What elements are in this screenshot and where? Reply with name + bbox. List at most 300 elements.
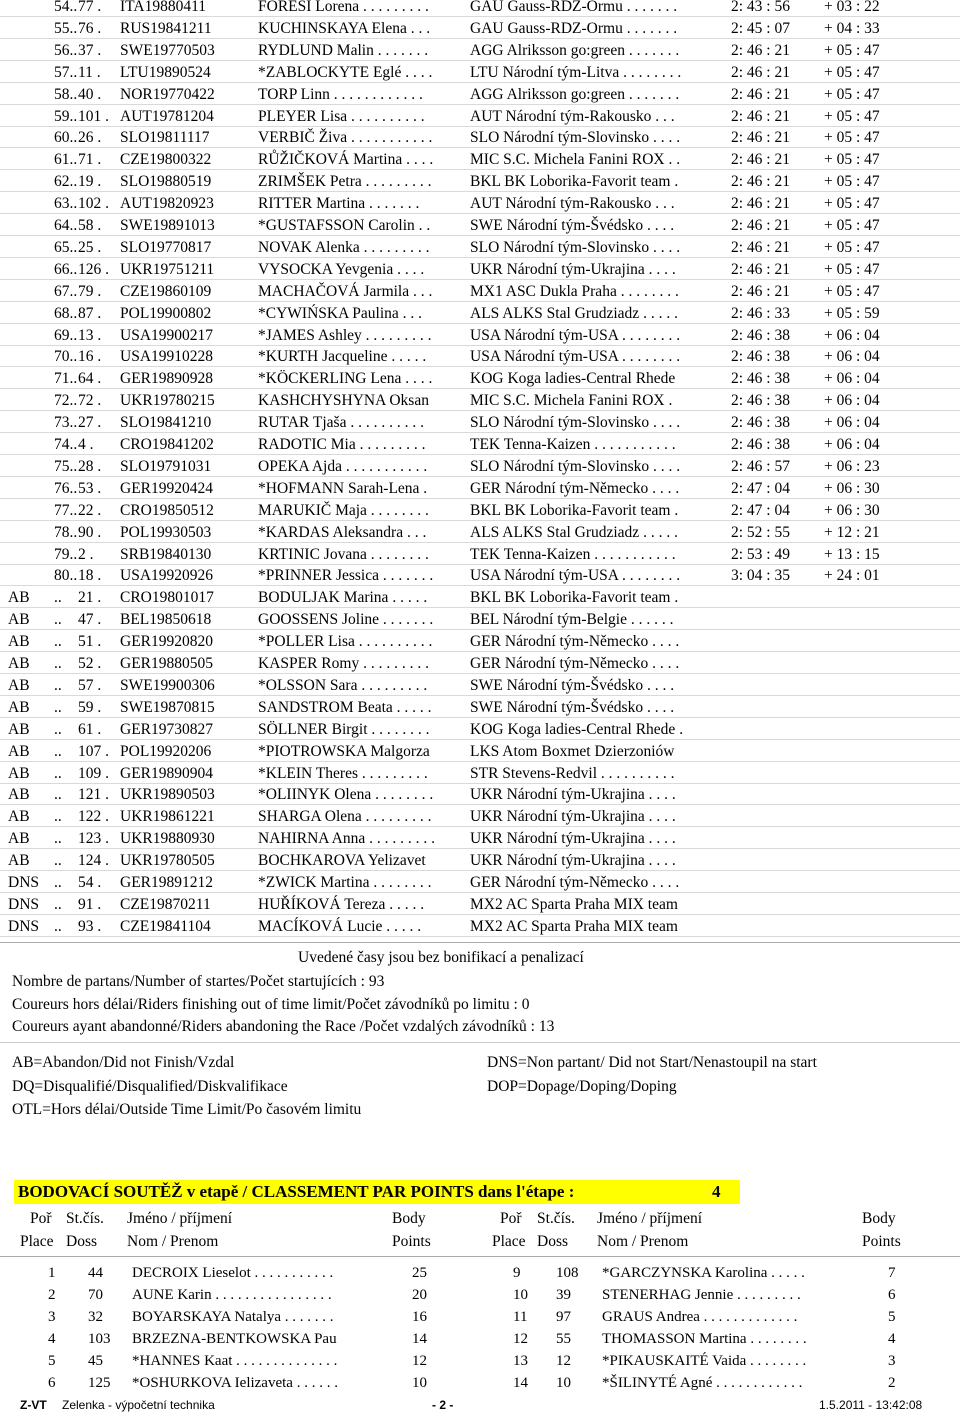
points-name: *PIKAUSKAITÉ Vaida . . . . . . . . [602, 1353, 807, 1369]
result-pos: .. [54, 764, 62, 782]
result-code: GER19730827 [120, 720, 213, 738]
row-separator [0, 147, 960, 148]
result-time: 2: 46 : 38 [731, 370, 790, 388]
result-status: AB [8, 720, 30, 738]
result-num: 126 . [78, 260, 109, 278]
points-name: AUNE Karin . . . . . . . . . . . . . . . . [132, 1287, 332, 1303]
result-time: 2: 46 : 21 [731, 282, 790, 300]
result-code: CZE19800322 [120, 151, 212, 169]
result-team: AGG Alriksson go:green . . . . . . . [470, 41, 680, 59]
result-gap: + 06 : 04 [824, 370, 880, 388]
result-pos: 75.. [54, 457, 78, 475]
result-num: 91 . [78, 895, 102, 913]
result-status: AB [8, 698, 30, 716]
result-pos: 68.. [54, 304, 78, 322]
result-time: 2: 46 : 38 [731, 414, 790, 432]
row-separator [0, 936, 960, 937]
result-row [0, 62, 960, 84]
result-time: 2: 47 : 04 [731, 501, 790, 519]
result-code: ITA19880411 [120, 0, 207, 15]
result-pos: 64.. [54, 217, 78, 234]
result-row [0, 478, 960, 500]
result-team: GER Národní tým-Německo . . . . [470, 633, 680, 651]
result-row [0, 828, 960, 850]
points-doss: 44 [88, 1265, 103, 1281]
result-gap: + 06 : 04 [824, 392, 880, 410]
result-num: 22 . [78, 501, 102, 519]
result-row [0, 587, 960, 609]
row-separator [0, 126, 960, 127]
result-pos: 67.. [54, 282, 78, 300]
result-team: UKR Národní tým-Ukrajina . . . . [470, 260, 676, 278]
points-place: 14 [513, 1375, 528, 1391]
result-team: SWE Národní tým-Švédsko . . . . [470, 217, 675, 234]
result-team: LKS Atom Boxmet Dzierzoniów [470, 742, 675, 760]
result-team: SWE Národní tým-Švédsko . . . . [470, 676, 675, 694]
result-team: LTU Národní tým-Litva . . . . . . . . [470, 63, 682, 81]
result-num: 37 . [78, 41, 102, 59]
header-por: Poř [30, 1210, 52, 1227]
result-row [0, 522, 960, 544]
row-separator [0, 520, 960, 521]
row-separator [0, 388, 960, 389]
result-team: TEK Tenna-Kaizen . . . . . . . . . . . [470, 436, 676, 453]
points-place: 13 [513, 1353, 528, 1369]
result-num: 40 . [78, 85, 102, 103]
points-points: 12 [412, 1353, 427, 1369]
result-status: AB [8, 830, 30, 848]
result-name: *ZABLOCKYTE Eglé . . . . [258, 63, 433, 81]
result-code: USA19920926 [120, 567, 214, 585]
result-num: 47 . [78, 611, 102, 629]
header-place: Place [492, 1233, 526, 1250]
result-name: BODULJAK Marina . . . . . [258, 589, 428, 607]
result-code: AUT19781204 [120, 107, 214, 125]
result-row [0, 653, 960, 675]
result-num: 18 . [78, 567, 102, 585]
out-of-time-count: Coureurs hors délai/Riders finishing out of time limit/Počet závodníků po limitu : 0 [12, 996, 530, 1013]
row-separator [0, 169, 960, 170]
result-row [0, 84, 960, 106]
result-pos: 71.. [54, 370, 78, 388]
result-code: GER19920820 [120, 633, 213, 651]
row-separator [0, 498, 960, 499]
result-team: UKR Národní tým-Ukrajina . . . . [470, 830, 676, 848]
result-code: GER19920424 [120, 479, 213, 497]
result-status: AB [8, 742, 30, 760]
result-gap: + 03 : 22 [824, 0, 880, 15]
result-team: UKR Národní tým-Ukrajina . . . . [470, 786, 676, 804]
result-name: *POLLER Lisa . . . . . . . . . . [258, 633, 433, 651]
result-num: 19 . [78, 173, 102, 191]
result-time: 2: 52 : 55 [731, 523, 790, 541]
result-name: *HOFMANN Sarah-Lena . [258, 479, 428, 497]
result-name: *PRINNER Jessica . . . . . . . [258, 567, 434, 585]
points-points: 4 [888, 1331, 896, 1347]
result-time: 2: 46 : 21 [731, 173, 790, 191]
result-team: AUT Národní tým-Rakousko . . . [470, 195, 675, 213]
result-name: *OLSSON Sara . . . . . . . . . [258, 676, 428, 694]
result-time: 2: 46 : 33 [731, 304, 790, 322]
points-points: 14 [412, 1331, 427, 1347]
legend-ab: AB=Abandon/Did not Finish/Vzdal [12, 1054, 235, 1071]
result-name: *GUSTAFSSON Carolin . . [258, 217, 431, 234]
points-points: 25 [412, 1265, 427, 1281]
result-name: *JAMES Ashley . . . . . . . . . [258, 326, 432, 344]
points-doss: 12 [556, 1353, 571, 1369]
result-time: 2: 47 : 04 [731, 479, 790, 497]
result-gap: + 06 : 30 [824, 501, 880, 519]
row-separator [0, 38, 960, 39]
result-time: 2: 46 : 21 [731, 260, 790, 278]
result-team: GAU Gauss-RDZ-Ormu . . . . . . . [470, 19, 678, 37]
result-gap: + 05 : 47 [824, 260, 880, 278]
row-separator [0, 870, 960, 871]
result-name: RADOTIC Mia . . . . . . . . . [258, 436, 426, 453]
result-pos: .. [54, 808, 62, 826]
points-place: 11 [513, 1309, 528, 1325]
result-num: 102 . [78, 195, 109, 213]
result-team: SLO Národní tým-Slovinsko . . . . [470, 129, 681, 147]
result-team: AGG Alriksson go:green . . . . . . . [470, 85, 680, 103]
header-por: Poř [500, 1210, 522, 1227]
row-separator [0, 695, 960, 696]
result-row [0, 149, 960, 171]
result-time: 2: 46 : 21 [731, 129, 790, 147]
result-row [0, 259, 960, 281]
result-pos: 79.. [54, 545, 78, 563]
result-team: UKR Národní tým-Ukrajina . . . . [470, 852, 676, 870]
result-row [0, 565, 960, 587]
points-name: *HANNES Kaat . . . . . . . . . . . . . . [132, 1353, 338, 1369]
result-pos: 57.. [54, 63, 78, 81]
result-pos: 76.. [54, 479, 78, 497]
result-code: CZE19860109 [120, 282, 212, 300]
result-row [0, 500, 960, 522]
result-status: AB [8, 633, 30, 651]
result-row [0, 763, 960, 785]
points-points: 10 [412, 1375, 427, 1391]
result-code: NOR19770422 [120, 85, 215, 103]
points-points: 6 [888, 1287, 896, 1303]
row-separator [0, 191, 960, 192]
result-pos: 55.. [54, 19, 78, 37]
result-name: SÖLLNER Birgit . . . . . . . . [258, 720, 430, 738]
result-pos: 69.. [54, 326, 78, 344]
result-pos: .. [54, 786, 62, 804]
result-status: AB [8, 676, 30, 694]
result-name: MARUKIČ Maja . . . . . . . . [258, 501, 429, 519]
result-status: AB [8, 611, 30, 629]
points-points: 3 [888, 1353, 896, 1369]
result-time: 2: 46 : 21 [731, 63, 790, 81]
result-pos: .. [54, 830, 62, 848]
result-status: AB [8, 764, 30, 782]
result-time: 2: 46 : 21 [731, 107, 790, 125]
result-code: SLO19791031 [120, 457, 212, 475]
result-name: FORESI Lorena . . . . . . . . . [258, 0, 429, 15]
header-doss: Doss [537, 1233, 569, 1250]
result-num: 25 . [78, 238, 102, 256]
result-num: 122 . [78, 808, 109, 826]
row-separator [0, 213, 960, 214]
result-num: 51 . [78, 633, 102, 651]
row-separator [0, 454, 960, 455]
result-time: 2: 46 : 57 [731, 457, 790, 475]
result-code: SLO19880519 [120, 173, 212, 191]
result-team: BKL BK Loborika-Favorit team . [470, 173, 679, 191]
result-name: *OLIINYK Olena . . . . . . . . [258, 786, 434, 804]
header-body: Body [392, 1210, 426, 1227]
points-points: 5 [888, 1309, 896, 1325]
result-time: 2: 46 : 21 [731, 238, 790, 256]
result-name: VERBIČ Živa . . . . . . . . . . . [258, 129, 433, 147]
row-separator [0, 476, 960, 477]
result-name: SANDSTROM Beata . . . . . [258, 698, 432, 716]
points-name: GRAUS Andrea . . . . . . . . . . . . . [602, 1309, 798, 1325]
result-num: 93 . [78, 917, 102, 935]
result-gap: + 05 : 47 [824, 129, 880, 147]
result-name: SHARGA Olena . . . . . . . . . [258, 808, 432, 826]
row-separator [0, 804, 960, 805]
result-num: 57 . [78, 676, 102, 694]
result-row [0, 127, 960, 149]
result-row [0, 106, 960, 128]
result-time: 3: 04 : 35 [731, 567, 790, 585]
result-row [0, 872, 960, 894]
row-separator [0, 60, 960, 61]
result-team: MIC S.C. Michela Fanini ROX . . [470, 151, 681, 169]
row-separator [0, 892, 960, 893]
result-num: 59 . [78, 698, 102, 716]
result-code: SWE19870815 [120, 698, 215, 716]
result-gap: + 06 : 04 [824, 414, 880, 432]
result-pos: .. [54, 895, 62, 913]
result-name: NAHIRNA Anna . . . . . . . . . [258, 830, 435, 848]
result-code: USA19900217 [120, 326, 214, 344]
result-pos: 62.. [54, 173, 78, 191]
row-separator [0, 585, 960, 586]
row-separator [0, 651, 960, 652]
header-body: Body [862, 1210, 896, 1227]
result-num: 27 . [78, 414, 102, 432]
row-separator [0, 629, 960, 630]
result-pos: 60.. [54, 129, 78, 147]
points-name: BRZEZNA-BENTKOWSKA Pau [132, 1331, 337, 1347]
row-separator [0, 783, 960, 784]
result-team: TEK Tenna-Kaizen . . . . . . . . . . . [470, 545, 676, 563]
result-time: 2: 46 : 21 [731, 217, 790, 234]
points-name: STENERHAG Jennie . . . . . . . . . [602, 1287, 801, 1303]
points-place: 6 [48, 1375, 56, 1391]
points-stage-number: 4 [712, 1182, 721, 1201]
result-code: GER19890904 [120, 764, 213, 782]
result-pos: 73.. [54, 414, 78, 432]
points-banner-title: BODOVACÍ SOUTĚŽ v etapě / CLASSEMENT PAR POINTS dans l'étape : [18, 1182, 575, 1201]
result-pos: 66.. [54, 260, 78, 278]
result-row [0, 237, 960, 259]
result-name: PLEYER Lisa . . . . . . . . . . [258, 107, 425, 125]
result-name: VYSOCKA Yevgenia . . . . [258, 260, 425, 278]
result-pos: .. [54, 742, 62, 760]
legend-dq: DQ=Disqualifié/Disqualified/Diskvalifikace [12, 1078, 288, 1095]
result-status: AB [8, 786, 30, 804]
result-row [0, 544, 960, 566]
result-name: *CYWIŃSKA Paulina . . . [258, 304, 423, 322]
result-name: RYDLUND Malin . . . . . . . [258, 41, 429, 59]
result-code: SWE19770503 [120, 41, 215, 59]
divider [0, 942, 960, 943]
result-name: HUŘÍKOVÁ Tereza . . . . . [258, 895, 425, 913]
result-name: ZRIMŠEK Petra . . . . . . . . . [258, 173, 432, 191]
result-time: 2: 46 : 38 [731, 436, 790, 453]
result-pos: 63.. [54, 195, 78, 213]
points-place: 9 [513, 1265, 521, 1281]
result-pos: 58.. [54, 85, 78, 103]
points-banner [14, 1180, 740, 1204]
result-code: CZE19870211 [120, 895, 211, 913]
result-row [0, 697, 960, 719]
points-doss: 97 [556, 1309, 571, 1325]
header-jmeno: Jméno / příjmení [127, 1210, 233, 1227]
result-code: GER19891212 [120, 874, 213, 891]
result-num: 123 . [78, 830, 109, 848]
result-row [0, 281, 960, 303]
points-doss: 70 [88, 1287, 103, 1303]
result-gap: + 12 : 21 [824, 523, 880, 541]
result-row [0, 193, 960, 215]
result-num: 26 . [78, 129, 102, 147]
result-code: UKR19890503 [120, 786, 215, 804]
result-row [0, 303, 960, 325]
result-row [0, 916, 960, 938]
result-team: UKR Národní tým-Ukrajina . . . . [470, 808, 676, 826]
result-name: MACHAČOVÁ Jarmila . . . [258, 282, 433, 300]
result-code: UKR19880930 [120, 830, 215, 848]
points-doss: 39 [556, 1287, 571, 1303]
header-stcis: St.čís. [66, 1210, 104, 1227]
result-row [0, 784, 960, 806]
result-pos: 70.. [54, 348, 78, 366]
row-separator [0, 104, 960, 105]
points-doss: 10 [556, 1375, 571, 1391]
row-separator [0, 848, 960, 849]
result-gap: + 06 : 04 [824, 326, 880, 344]
points-name: *ŠILINYTÉ Agné . . . . . . . . . . . . [602, 1375, 803, 1391]
result-num: 107 . [78, 742, 109, 760]
result-team: BKL BK Loborika-Favorit team . [470, 589, 679, 607]
footer-company: Zelenka - výpočetní technika [62, 1398, 215, 1412]
result-row [0, 719, 960, 741]
row-separator [0, 761, 960, 762]
result-team: MIC S.C. Michela Fanini ROX . [470, 392, 673, 410]
result-pos: .. [54, 917, 62, 935]
row-separator [0, 673, 960, 674]
result-name: *KURTH Jacqueline . . . . . [258, 348, 427, 366]
result-status: AB [8, 589, 30, 607]
result-pos: 59.. [54, 107, 78, 125]
result-name: KUCHINSKAYA Elena . . . [258, 19, 431, 37]
result-num: 72 . [78, 392, 102, 410]
points-doss: 32 [88, 1309, 103, 1325]
result-num: 61 . [78, 720, 102, 738]
points-place: 10 [513, 1287, 528, 1303]
result-status: AB [8, 808, 30, 826]
result-row [0, 894, 960, 916]
result-pos: 78.. [54, 523, 78, 541]
result-name: *KARDAS Aleksandra . . . [258, 523, 427, 541]
points-doss: 125 [88, 1375, 111, 1391]
result-status: AB [8, 852, 30, 870]
row-separator [0, 432, 960, 433]
footer-timestamp: 1.5.2011 - 13:42:08 [819, 1398, 923, 1412]
result-gap: + 05 : 47 [824, 282, 880, 300]
result-team: GER Národní tým-Německo . . . . [470, 479, 680, 497]
result-code: LTU19890524 [120, 63, 211, 81]
header-jmeno: Jméno / příjmení [597, 1210, 703, 1227]
result-pos: 80.. [54, 567, 78, 585]
result-row [0, 741, 960, 763]
result-num: 28 . [78, 457, 102, 475]
result-team: MX2 AC Sparta Praha MIX team [470, 917, 678, 935]
result-pos: .. [54, 611, 62, 629]
result-row [0, 18, 960, 40]
result-name: TORP Linn . . . . . . . . . . . . [258, 85, 423, 103]
points-points: 2 [888, 1375, 896, 1391]
result-num: 79 . [78, 282, 102, 300]
result-code: CRO19850512 [120, 501, 214, 519]
result-num: 64 . [78, 370, 102, 388]
result-num: 52 . [78, 655, 102, 672]
result-code: POL19900802 [120, 304, 212, 322]
result-num: 21 . [78, 589, 102, 607]
result-row [0, 171, 960, 193]
result-gap: + 05 : 47 [824, 238, 880, 256]
result-pos: .. [54, 589, 62, 607]
row-separator [0, 301, 960, 302]
result-num: 121 . [78, 786, 109, 804]
result-team: ALS ALKS Stal Grudziadz . . . . . [470, 304, 678, 322]
result-pos: .. [54, 676, 62, 694]
result-gap: + 13 : 15 [824, 545, 880, 563]
bonus-note: Uvedené časy jsou bez bonifikací a penalizací [298, 949, 584, 966]
result-row [0, 456, 960, 478]
result-gap: + 05 : 47 [824, 195, 880, 213]
result-name: NOVAK Alenka . . . . . . . . . [258, 238, 430, 256]
row-separator [0, 717, 960, 718]
result-name: *KLEIN Theres . . . . . . . . . [258, 764, 428, 782]
result-code: POL19920206 [120, 742, 212, 760]
result-name: RITTER Martina . . . . . . . [258, 195, 420, 213]
result-row [0, 40, 960, 62]
result-team: GAU Gauss-RDZ-Ormu . . . . . . . [470, 0, 678, 15]
result-num: 54 . [78, 874, 102, 891]
result-time: 2: 46 : 21 [731, 195, 790, 213]
result-row [0, 325, 960, 347]
result-time: 2: 46 : 38 [731, 326, 790, 344]
result-num: 4 . [78, 436, 94, 453]
result-code: CRO19841202 [120, 436, 214, 453]
result-pos: .. [54, 655, 62, 672]
result-num: 2 . [78, 545, 94, 563]
result-num: 58 . [78, 217, 102, 234]
result-row [0, 850, 960, 872]
result-gap: + 06 : 04 [824, 436, 880, 453]
row-separator [0, 345, 960, 346]
points-place: 1 [48, 1265, 56, 1281]
result-code: SLO19811117 [120, 129, 210, 147]
result-name: MACÍKOVÁ Lucie . . . . . [258, 917, 422, 935]
